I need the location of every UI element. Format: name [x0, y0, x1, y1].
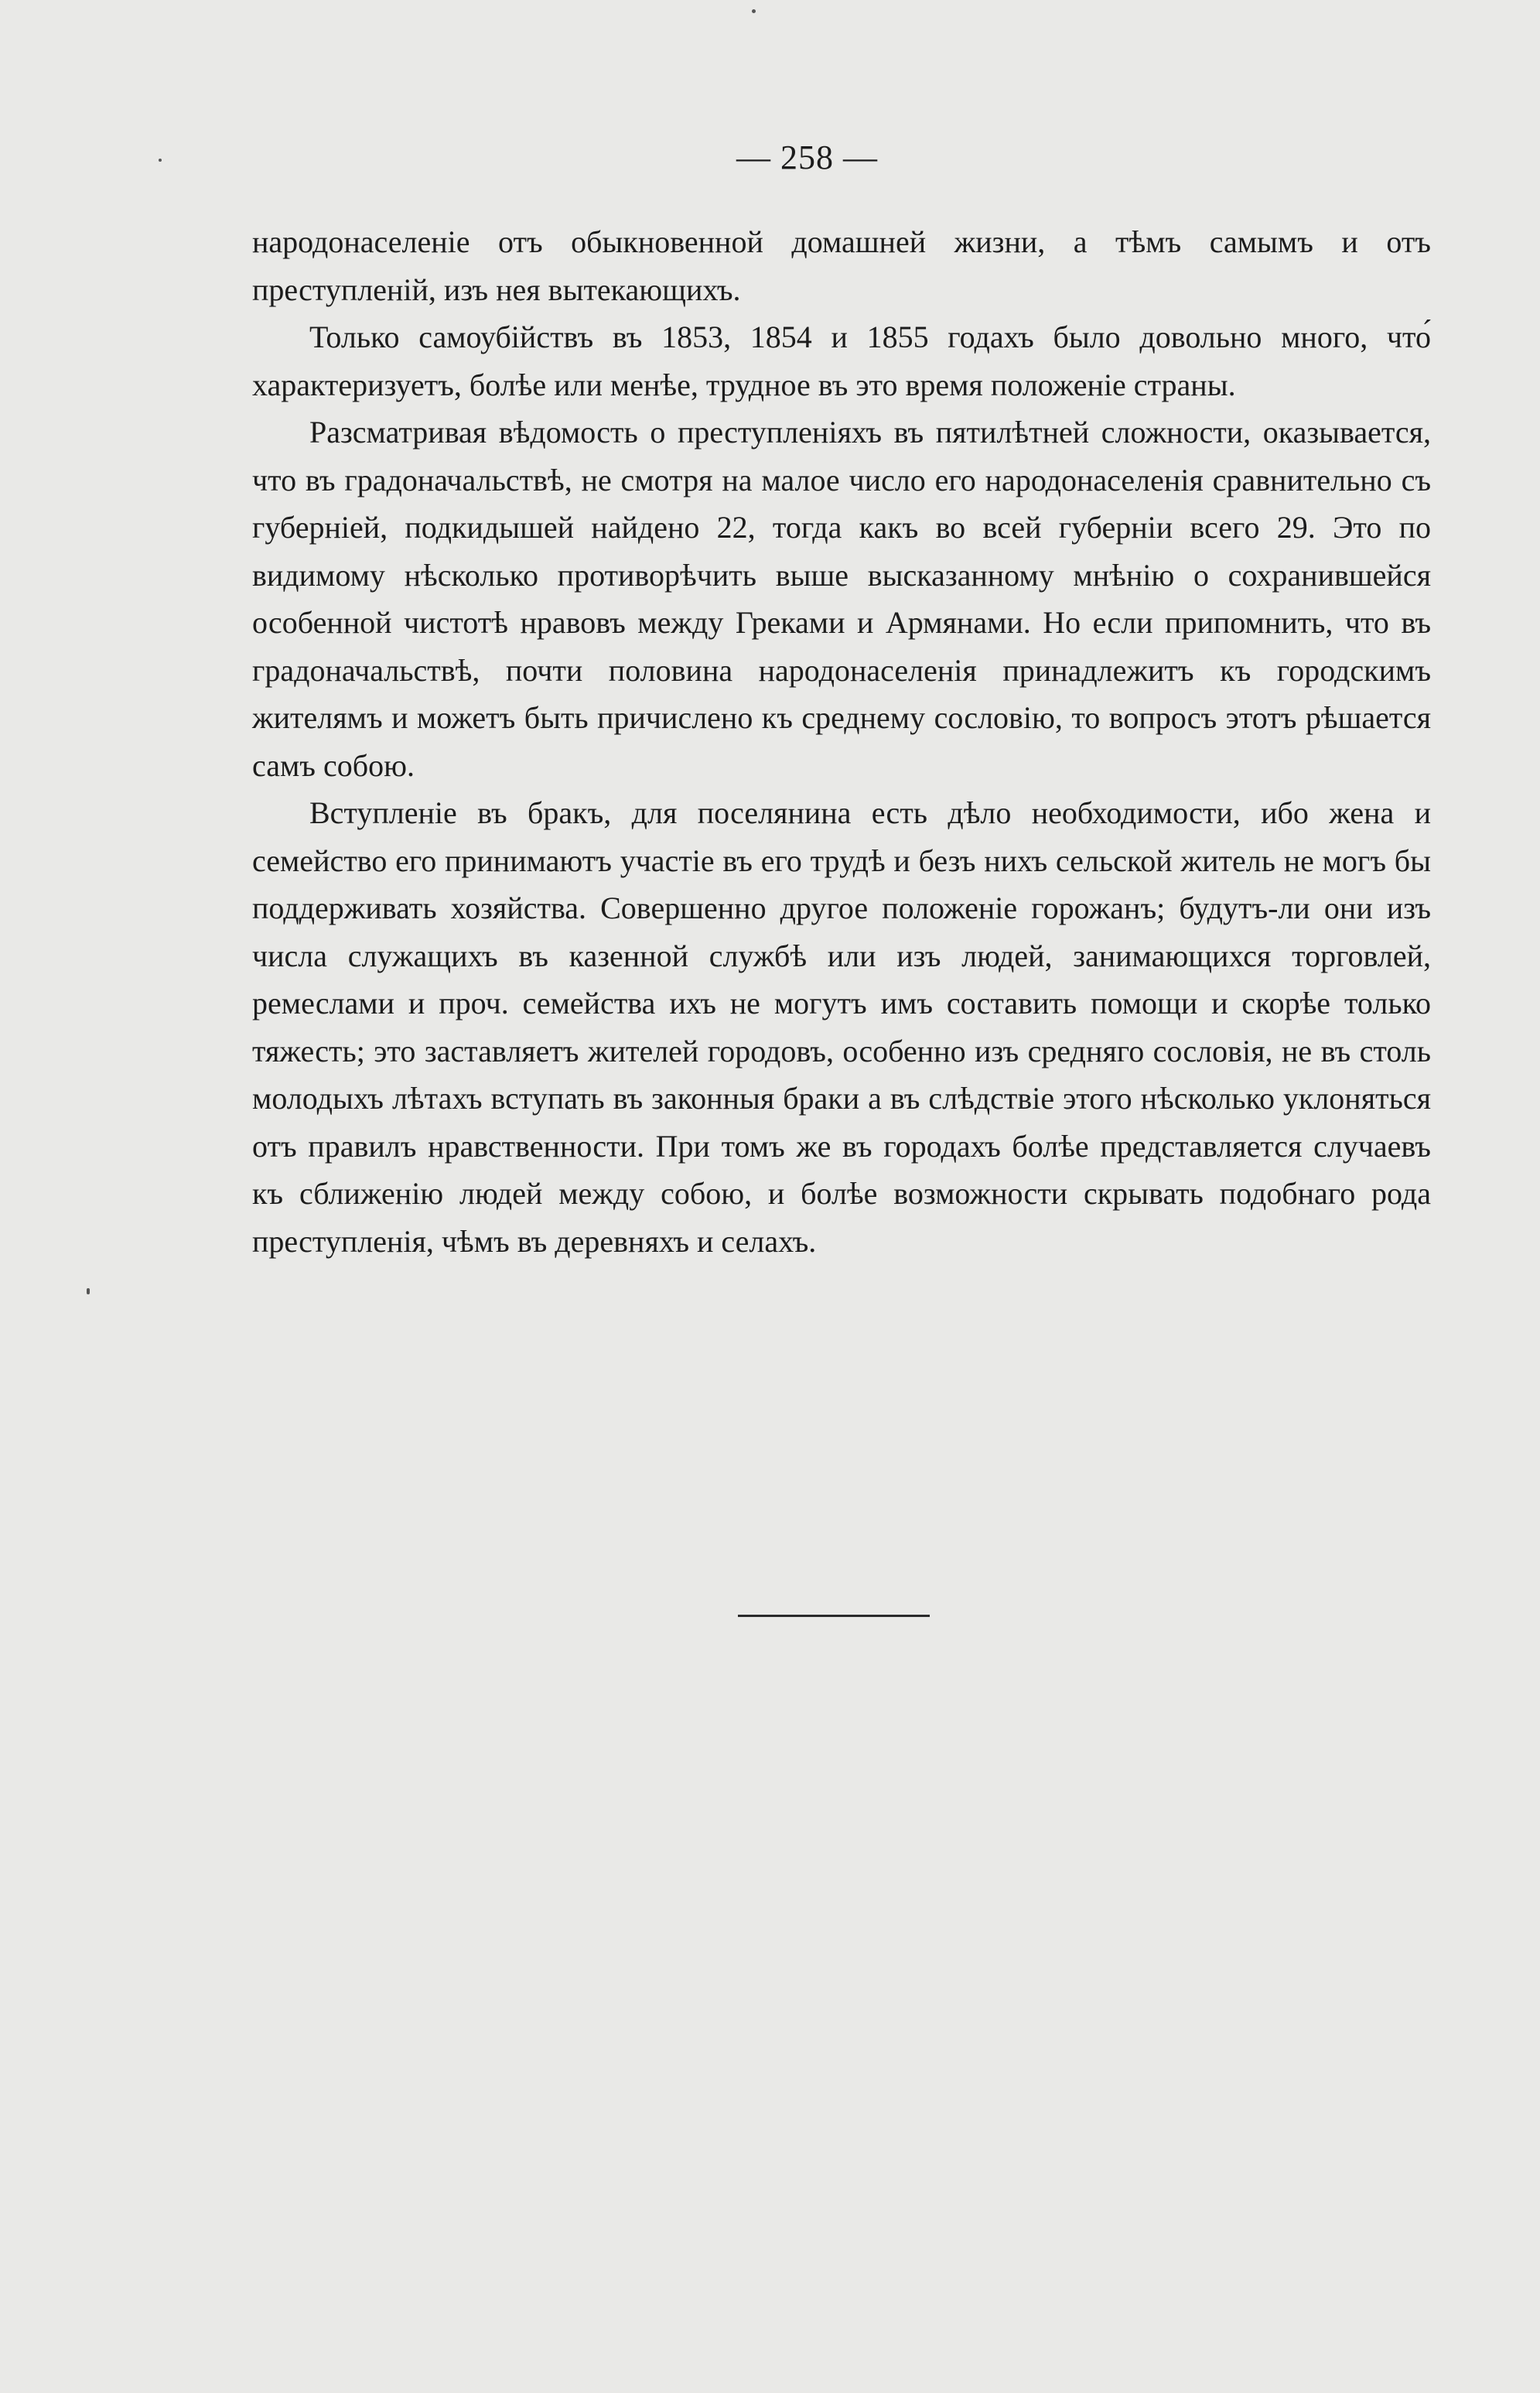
paragraph-2: Только самоубійствъ въ 1853, 1854 и 1855 годахъ было довольно много, что́ характеризуетъ, болѣе или менѣе, трудное въ это время положеніе страны. [252, 320, 1431, 402]
page-number: — 258 — [736, 138, 878, 176]
body-text [252, 218, 1431, 1265]
paper-speck [752, 9, 756, 13]
paper-speck [159, 159, 162, 162]
paper-speck [87, 1288, 90, 1294]
paragraph-1: народонаселеніе отъ обыкновенной домашней жизни, а тѣмъ самымъ и отъ преступленій, изъ нея вытекающихъ. [252, 224, 1431, 307]
section-divider [738, 1615, 930, 1617]
paragraph-4: Вступленіе въ бракъ, для поселянина есть дѣло необходимости, ибо жена и семейство его принимаютъ участіе въ его трудѣ и безъ нихъ сельской житель не могъ бы поддерживать хозяйства. Совершенно другое положеніе горожанъ; будутъ-ли они изъ числа служащихъ въ казенной службѣ или изъ людей, занимающихся торговлей, ремеслами и проч. семейства ихъ не могутъ имъ составить помощи и скорѣе только тяжесть; это заставляетъ жителей городовъ, особенно изъ средняго сословія, не въ столь молодыхъ лѣтахъ вступать въ законныя браки а въ слѣдствіе этого нѣсколько уклоняться отъ правилъ нравственности. При томъ же въ городахъ болѣе представляется случаевъ къ сближенію людей между собою, и болѣе возможности скрывать подобнаго рода преступленія, чѣмъ въ деревняхъ и селахъ. [252, 795, 1431, 1259]
paragraph-3: Разсматривая вѣдомость о преступленіяхъ въ пятилѣтней сложности, оказывается, что въ градоначальствѣ, не смотря на малое число его народонаселенія сравнительно съ губерніей, подкидышей найдено 22, тогда какъ во всей губерніи всего 29. Это по видимому нѣсколько противорѣчить выше высказанному мнѣнію о сохранившейся особенной чистотѣ нравовъ между Греками и Армянами. Но если припомнить, что въ градоначальствѣ, почти половина народонаселенія принадлежитъ къ городскимъ жителямъ и можетъ быть причислено къ среднему сословію, то вопросъ этотъ рѣшается самъ собою. [252, 415, 1431, 783]
